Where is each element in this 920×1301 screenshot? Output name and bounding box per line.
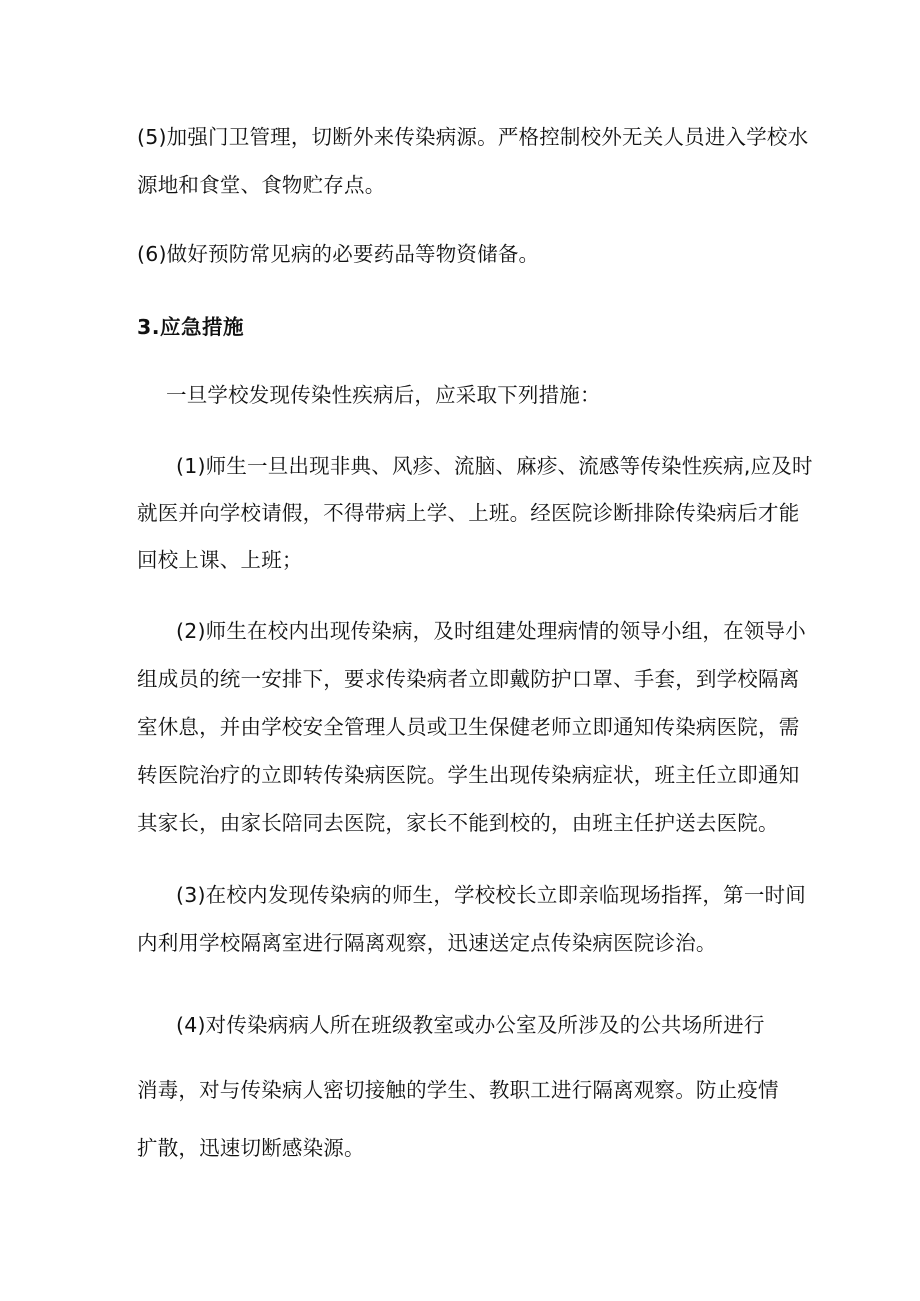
item-2-line-1: (2)师生在校内出现传染病，及时组建处理病情的领导小组，在领导小 bbox=[176, 619, 806, 643]
item-1-line-3: 回校上课、上班； bbox=[137, 548, 303, 572]
item-4-line-2: 消毒，对与传染病人密切接触的学生、教职工进行隔离观察。防止疫情 bbox=[137, 1078, 779, 1102]
item-3-line-2: 内利用学校隔离室进行隔离观察，迅速送定点传染病医院诊治。 bbox=[137, 931, 717, 955]
item-1-line-1: (1)师生一旦出现非典、风疹、流脑、麻疹、流感等传染性疾病,应及时 bbox=[176, 454, 813, 478]
item-2-line-5: 其家长，由家长陪同去医院，家长不能到校的，由班主任护送去医院。 bbox=[137, 811, 779, 835]
item-1-line-2: 就医并向学校请假，不得带病上学、上班。经医院诊断排除传染病后才能 bbox=[137, 501, 800, 525]
item-4-line-1: (4)对传染病病人所在班级教室或办公室及所涉及的公共场所进行 bbox=[176, 1013, 765, 1037]
intro-sentence: 一旦学校发现传染性疾病后，应采取下列措施： bbox=[166, 383, 601, 407]
paragraph-5-line-1: (5)加强门卫管理，切断外来传染病源。严格控制校外无关人员进入学校水 bbox=[137, 125, 809, 149]
paragraph-6: (6)做好预防常见病的必要药品等物资储备。 bbox=[137, 242, 540, 266]
section-heading-emergency-measures: 3.应急措施 bbox=[137, 315, 245, 339]
item-3-line-1: (3)在校内发现传染病的师生，学校校长立即亲临现场指挥，第一时间 bbox=[176, 883, 806, 907]
paragraph-5-line-2: 源地和食堂、食物贮存点。 bbox=[137, 173, 386, 197]
item-4-line-3: 扩散，迅速切断感染源。 bbox=[137, 1136, 365, 1160]
item-2-line-3: 室休息，并由学校安全管理人员或卫生保健老师立即通知传染病医院，需 bbox=[137, 715, 800, 739]
item-2-line-2: 组成员的统一安排下，要求传染病者立即戴防护口罩、手套，到学校隔离 bbox=[137, 667, 800, 691]
item-2-line-4: 转医院治疗的立即转传染病医院。学生出现传染病症状，班主任立即通知 bbox=[137, 763, 800, 787]
